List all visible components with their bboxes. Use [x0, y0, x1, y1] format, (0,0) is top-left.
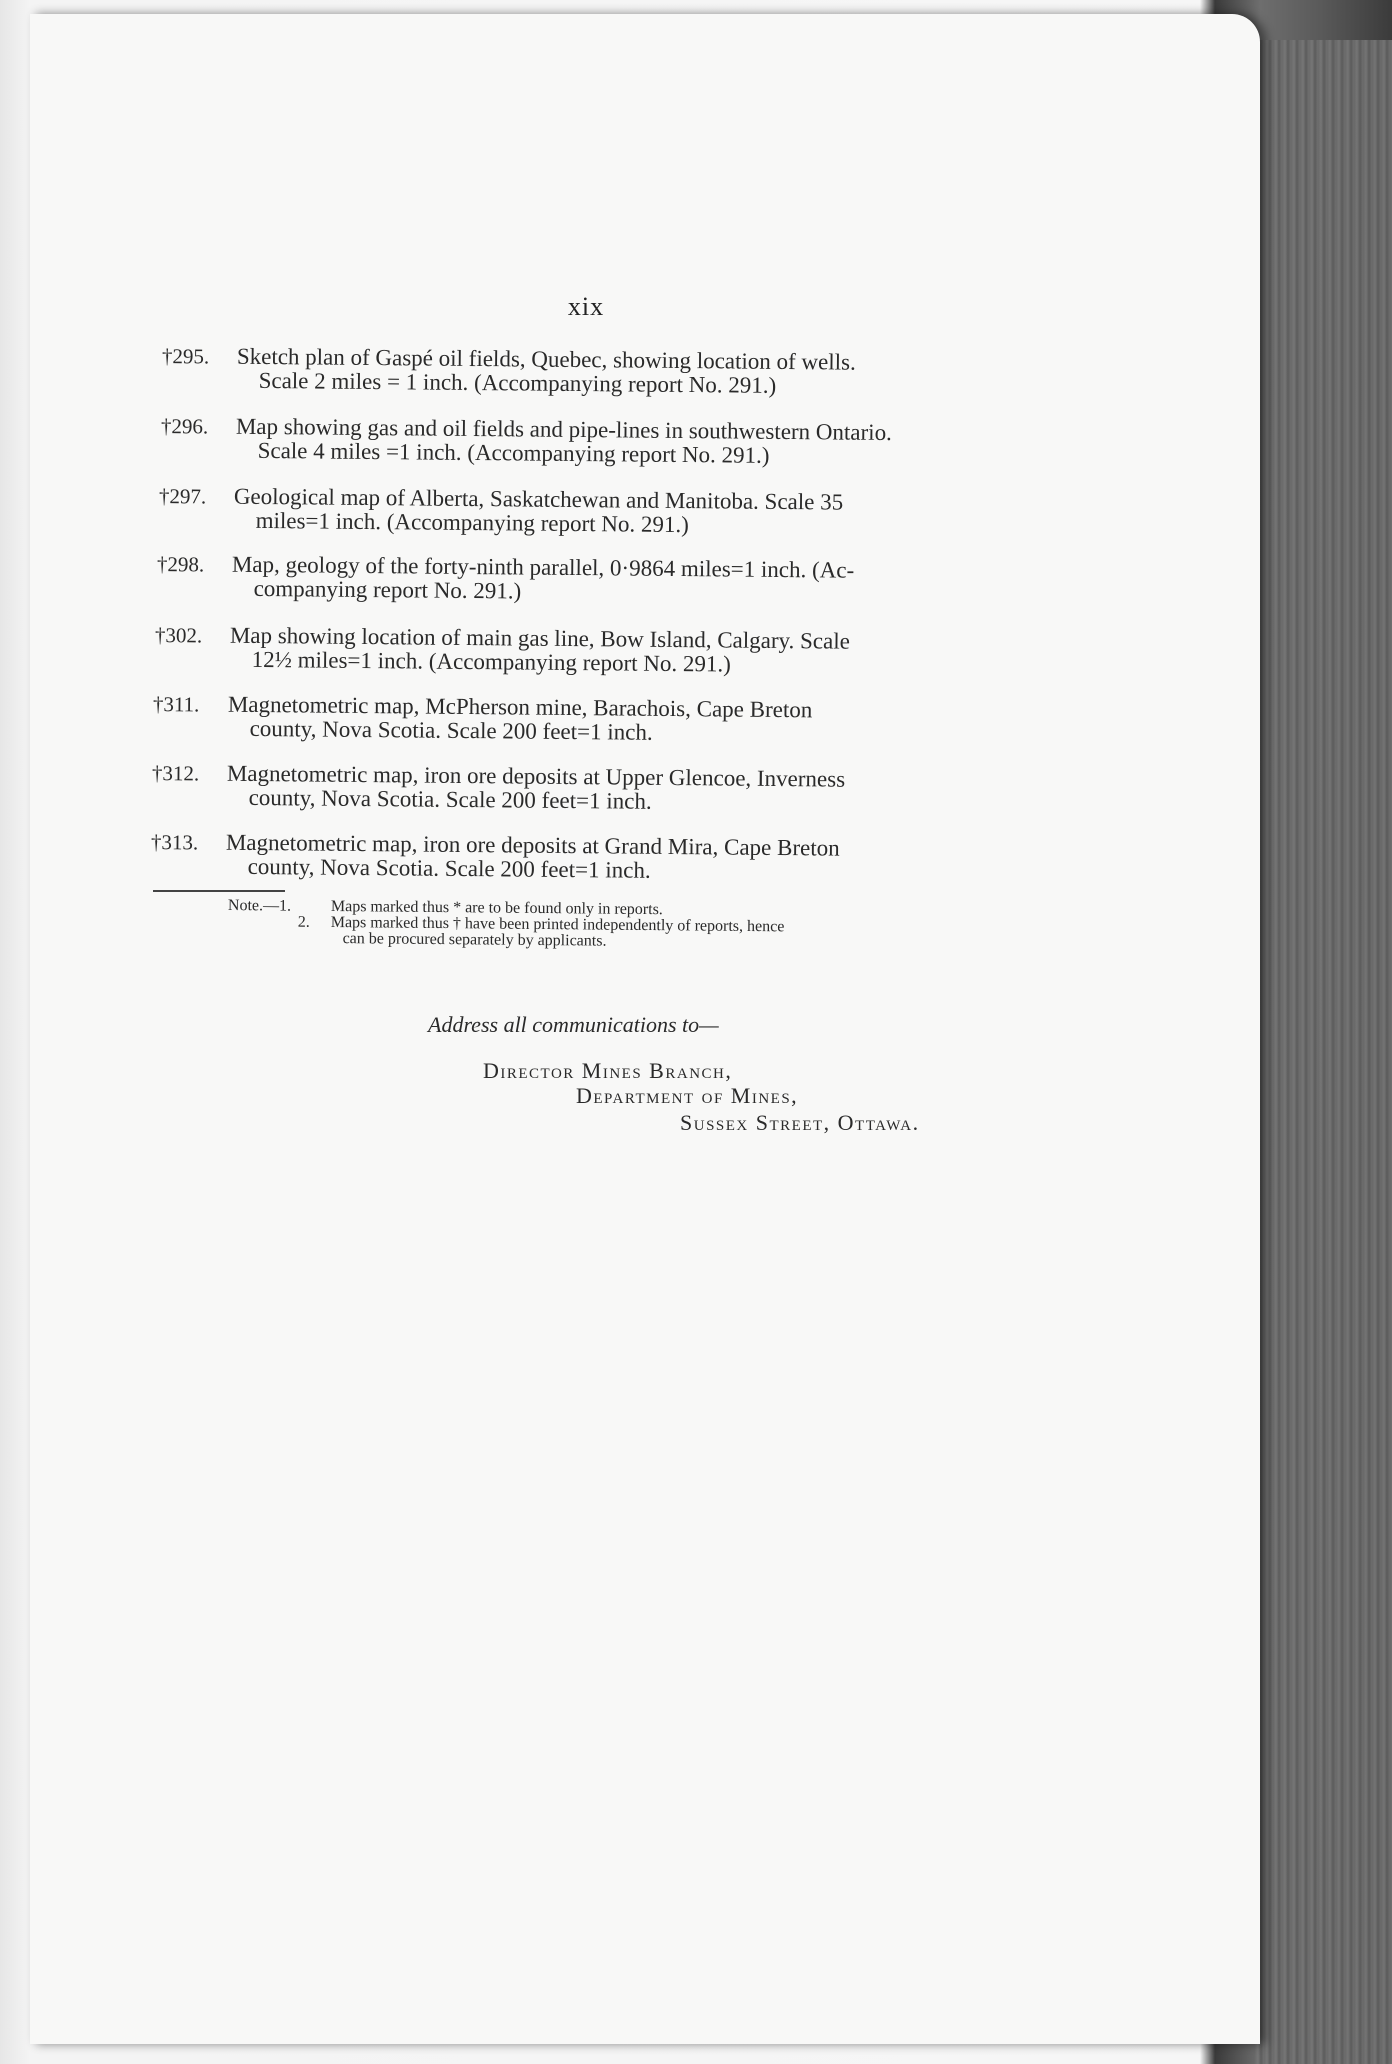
note-item-2-line-2: can be procured separately by applicants. [342, 930, 607, 950]
entry-line-2: 12½ miles=1 inch. (Accompanying report No. 291.) [251, 646, 732, 677]
entry-number: †313. [150, 830, 199, 855]
address-intro: Address all communications to— [428, 1012, 719, 1037]
entry-number: †311. [152, 692, 200, 717]
address-line-3: Sussex Street, Ottawa. [680, 1110, 920, 1135]
entry-line-1: Sketch plan of Gaspé oil fields, Quebec, showing location of wells. [236, 343, 856, 375]
entry-line-1: Map showing location of main gas line, Bow Island, Calgary. Scale [229, 622, 851, 654]
entry-line-1: Magnetometric map, iron ore deposits at Grand Mira, Cape Breton [225, 829, 840, 861]
entry-line-1: Map showing gas and oil fields and pipe-lines in southwestern Ontario. [235, 413, 893, 446]
entry-line-2: companying report No. 291.) [253, 575, 522, 604]
entry-line-2: county, Nova Scotia. Scale 200 feet=1 inch. [248, 784, 652, 814]
address-line-2: Department of Mines, [576, 1083, 799, 1108]
entry-number: †297. [158, 484, 207, 509]
note-item-2-line-1: Maps marked thus † have been printed independently of reports, hence [330, 913, 785, 936]
note-label: Note.—1. [227, 897, 292, 915]
entry-line-1: Map, geology of the forty-ninth parallel, 0·9864 miles=1 inch. (Ac- [231, 551, 855, 583]
entry-line-1: Magnetometric map, McPherson mine, Barachois, Cape Breton [227, 691, 813, 723]
address-line-1: Director Mines Branch, [483, 1058, 733, 1083]
entry-number: †302. [154, 623, 203, 648]
entry-number: †298. [156, 552, 205, 577]
entry-number: †295. [161, 344, 210, 369]
entry-line-2: miles=1 inch. (Accompanying report No. 291.) [255, 507, 690, 538]
entry-number: †296. [160, 414, 209, 439]
entry-line-1: Geological map of Alberta, Saskatchewan and Manitoba. Scale 35 [233, 483, 844, 515]
note-item-2-number: 2. [297, 913, 310, 931]
entry-line-2: county, Nova Scotia. Scale 200 feet=1 inch. [249, 715, 653, 745]
note-item-1: Maps marked thus * are to be found only in reports. [330, 897, 663, 919]
entry-line-2: Scale 2 miles = 1 inch. (Accompanying report No. 291.) [258, 367, 777, 398]
page-number: xix [567, 292, 605, 321]
book-spine [1255, 40, 1392, 2064]
entry-line-2: county, Nova Scotia. Scale 200 feet=1 inch. [247, 853, 651, 883]
footnote-rule [153, 890, 285, 892]
entry-line-1: Magnetometric map, iron ore deposits at Upper Glencoe, Inverness [226, 760, 846, 792]
entry-number: †312. [151, 761, 200, 786]
entry-line-2: Scale 4 miles =1 inch. (Accompanying report No. 291.) [257, 437, 770, 468]
